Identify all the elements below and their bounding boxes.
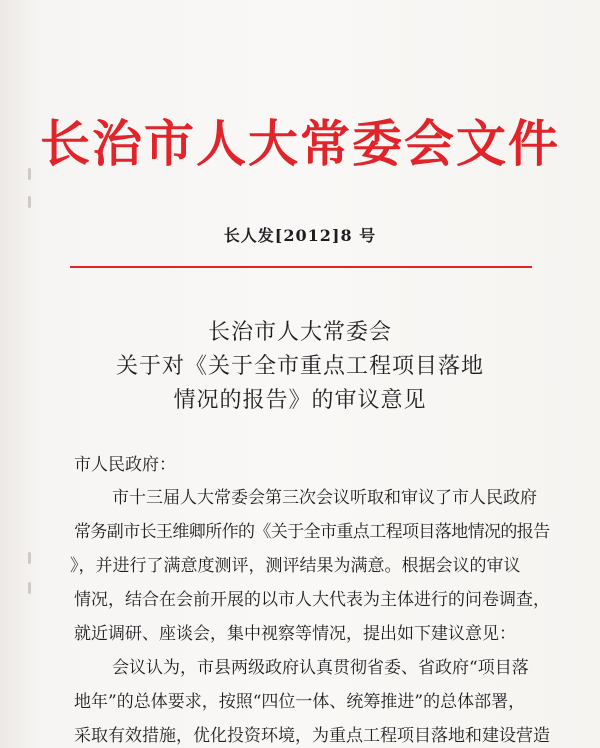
body-line-7: 地年”的总体要求，按照“四位一体、统筹推进”的总体部署， (74, 692, 526, 712)
body-line-4: 情况，结合在会前开展的以市人大代表为主体进行的问卷调查， (74, 590, 550, 610)
body-line-6: 会议认为，市县两级政府认真贯彻省委、省政府“项目落 (112, 658, 529, 678)
body-line-5: 就近调研、座谈会，集中视察等情况，提出如下建议意见： (74, 624, 516, 644)
body-line-8: 采取有效措施，优化投资环境，为重点工程项目落地和建设营造 (74, 726, 550, 746)
binding-hole (28, 582, 31, 594)
document-number: 长人发[2012]8 号 (223, 226, 377, 245)
binding-hole (28, 552, 31, 564)
body-line-1: 市十三届人大常委会第三次会议听取和审议了市人民政府 (112, 488, 537, 508)
document-title-line-1: 长治市人大常委会 (207, 320, 392, 345)
binding-hole (28, 196, 31, 208)
document-title-line-2: 关于对《关于全市重点工程项目落地 (115, 354, 484, 379)
body-line-3: 》，并进行了满意度测评，测评结果为满意。根据会议的审议 (70, 556, 521, 576)
body-line-2: 常务副市长王维卿所作的《关于全市重点工程项目落地情况的报告 (74, 522, 550, 542)
header-divider-line (70, 266, 532, 268)
salutation: 市人民政府： (74, 455, 176, 475)
document-header-title: 长治市人大常委会文件 (40, 114, 560, 173)
document-title-line-3: 情况的报告》的审议意见 (173, 388, 427, 413)
